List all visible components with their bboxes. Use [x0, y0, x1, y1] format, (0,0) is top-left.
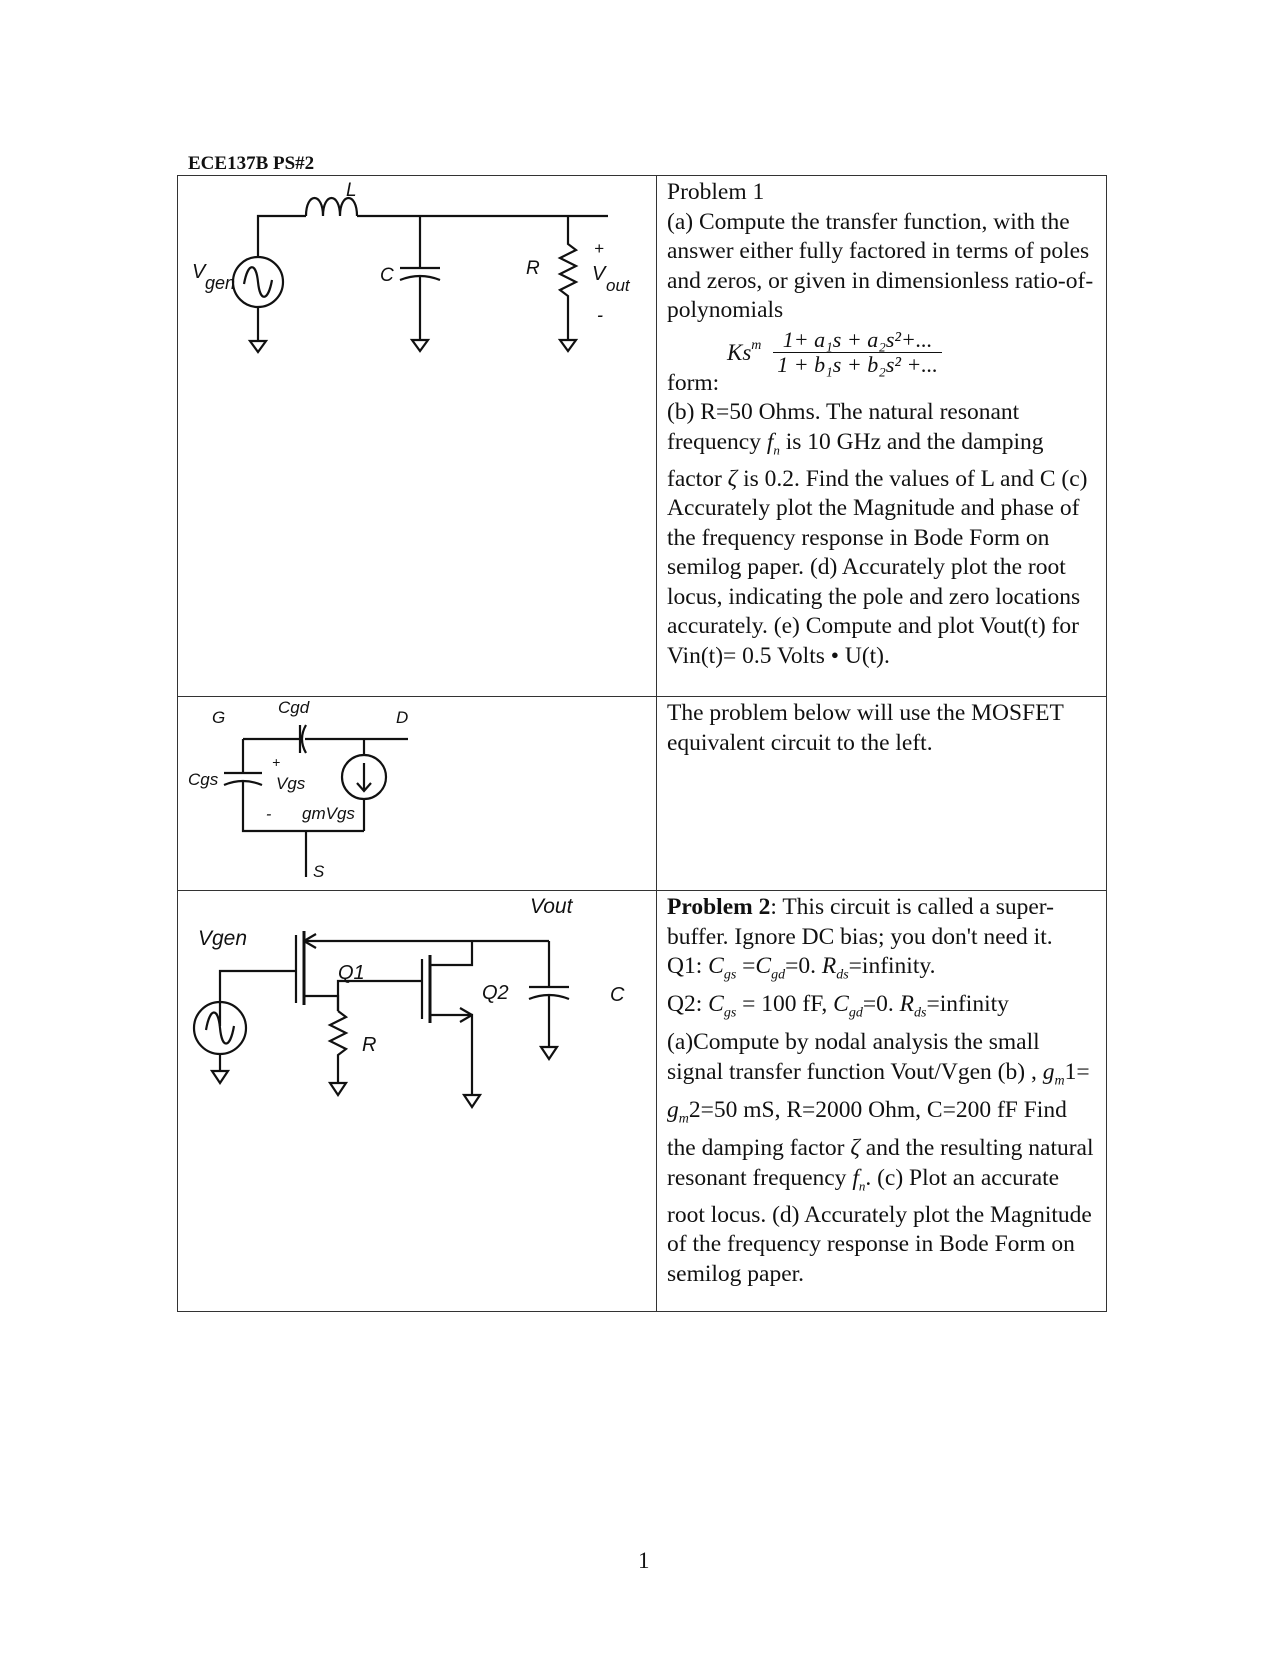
fn-subscript: n [773, 442, 780, 458]
mosfet-equivalent-diagram [178, 697, 656, 890]
q2-label: Q2 [482, 982, 509, 1004]
page-header: ECE137B PS#2 [188, 153, 315, 174]
capacitor-label: C [380, 265, 394, 286]
r-resistor-zigzag [330, 1011, 346, 1083]
q2-cgd-c: C [833, 991, 849, 1018]
circuit-2-cell [178, 697, 657, 890]
gm1-sub: m [1054, 1073, 1065, 1089]
formula-denominator: 1 + b₁s + b₂s² +... [777, 351, 938, 377]
problem-1-part-d: (d) Accurately plot the root locus, indicating the pole and zero locations accurately. [667, 554, 1081, 640]
q2-drain-wire [430, 941, 472, 965]
q2-rds-r: R [899, 991, 914, 1018]
source-terminal-label: S [313, 862, 325, 881]
gm1-text: 1= [1064, 1058, 1090, 1085]
vout-node-label: Vout [530, 895, 573, 918]
fn-symbol: f [766, 428, 774, 455]
gm2-g: g [667, 1097, 679, 1124]
part-b-text-3: is 0.2. Find the values of L and C [743, 465, 1056, 492]
vout-plus: + [594, 239, 604, 258]
gmvgs-label: gmVgs [302, 804, 355, 823]
circuit-1-cell [178, 176, 657, 696]
page-number: 1 [638, 1548, 650, 1573]
q2-cgs-c: C [708, 991, 724, 1018]
q2-cgs-value: = 100 fF, [742, 991, 828, 1018]
q1-cgs-c: C [708, 953, 724, 979]
gate-label: G [212, 708, 226, 727]
problem-1-text [657, 176, 1106, 696]
ground-icon-5 [330, 1083, 346, 1095]
vout-minus: - [597, 305, 603, 325]
problem-1-part-c: (c) Accurately plot the Magnitude and phase of the frequency response in Bode Form on semilog paper. [667, 465, 1088, 581]
inductor-label: L [346, 180, 357, 201]
problem-1-row [178, 176, 1106, 696]
problem-2-intro-block [667, 893, 1098, 952]
p2-zeta-symbol: ζ [850, 1135, 860, 1162]
q1-infinity: =infinity. [848, 953, 936, 979]
gm1-g: g [1042, 1058, 1055, 1085]
source-label-main: V [192, 261, 206, 283]
q2-params [667, 990, 1098, 1028]
mosfet-note: The problem below will use the MOSFET equivalent circuit to the left. [667, 700, 1064, 756]
vgs-plus: + [272, 754, 281, 770]
zeta-symbol: ζ [727, 465, 738, 492]
vgs-minus: - [266, 806, 272, 823]
p2-and-the: and the resulting natural resonant frequency [667, 1135, 1094, 1191]
ground-icon-4 [212, 1071, 228, 1083]
c-label: C [610, 984, 625, 1006]
mosfet-note-cell [657, 697, 1106, 890]
circuit-3-cell [178, 891, 657, 1311]
problem-2-text [657, 891, 1106, 1311]
q2-params-label: Q2: [667, 991, 703, 1018]
q1-cgd-sub: gd [771, 967, 786, 983]
vout-label-sub: out [606, 276, 630, 295]
problem-1-part-b [667, 398, 1098, 671]
wire-q1-q2-gate [338, 981, 422, 1011]
q1-equals: = [742, 953, 756, 979]
ground-icon-2 [412, 340, 428, 351]
q2-cgs-sub: gs [723, 1005, 737, 1021]
problem-2-part-d: (d) Accurately plot the Magnitude of the frequency response in Bode Form on semilog paper. [667, 1201, 1092, 1287]
problem-2-parts [667, 1028, 1098, 1289]
problem-2-row [178, 890, 1106, 1311]
cgs-label: Cgs [188, 770, 219, 789]
p2-period: . [865, 1164, 872, 1191]
q2-source-wire [430, 1015, 472, 1095]
ground-icon-1 [250, 341, 266, 352]
problem-1-part-a: (a) Compute the transfer function, with the answer either fully factored in terms of poles and zeros, or given in dimensionless ratio-of-polynomials [667, 208, 1094, 323]
q1-rds-r: R [821, 953, 837, 979]
q1-source-wire [304, 996, 338, 1011]
down-arrow-icon [357, 763, 371, 791]
formula-ks: Ks [727, 339, 752, 365]
form-label: form: [667, 369, 720, 396]
vout-label-main: V [592, 263, 606, 285]
source-label-sub: gen [205, 273, 236, 293]
gm2-sub: m [678, 1111, 689, 1127]
q1-cgs-sub: gs [723, 967, 737, 983]
q1-params-label: Q1: [667, 953, 703, 979]
part-b-text-2: is 10 GHz and the damping factor [667, 428, 1044, 492]
p2-fn-symbol: f [852, 1164, 859, 1191]
drain-label: D [396, 708, 409, 727]
q2-infinity: =infinity [926, 991, 1009, 1018]
formula-numerator: 1+ a₁s + a₂s²+... [773, 328, 942, 353]
resistor-label: R [526, 258, 540, 279]
problem-2-intro: : This circuit is called a super-buffer. Ignore DC bias; you don't need it. [667, 894, 1054, 950]
mosfet-row [178, 696, 1106, 890]
problem-2-part-a: (a)Compute by nodal analysis the small signal transfer function Vout/Vgen (b) , [667, 1029, 1040, 1085]
resistor-zigzag [560, 216, 576, 340]
vgs-label: Vgs [276, 774, 306, 793]
problem-1-part-e: (e) Compute and plot Vout(t) for Vin(t)= 0.5 Volts • U(t). [667, 613, 1080, 669]
ground-icon-6 [464, 1095, 480, 1107]
q1-cgd-c: C [755, 953, 772, 979]
problem-2-part-c: (c) Plot an accurate root locus. [667, 1164, 1060, 1228]
ground-icon-3 [560, 340, 576, 351]
problem-2-title: Problem 2 [667, 894, 771, 920]
formula-fraction [773, 328, 942, 377]
problem-table [177, 175, 1107, 1312]
q2-rds-sub: ds [913, 1005, 927, 1021]
wire-top-left [258, 216, 306, 257]
q2-cgd-sub: gd [848, 1005, 863, 1021]
ground-icon-7 [541, 1047, 557, 1059]
cgd-label: Cgd [278, 698, 310, 717]
r-label: R [362, 1034, 377, 1056]
gm2-text: 2=50 mS, R=2000 Ohm, C=200 fF Find the damping factor [667, 1097, 1067, 1162]
super-buffer-diagram [178, 891, 656, 1311]
part-b-text-1: (b) R=50 Ohms. The natural resonant frequency [667, 399, 1020, 455]
q1-label: Q1 [338, 962, 365, 984]
rlc-circuit-diagram [178, 176, 656, 696]
wire-vgen-gate [220, 971, 296, 1026]
q1-zero: =0. [785, 953, 816, 979]
vgen-label: Vgen [198, 927, 248, 950]
p2-fn-subscript: n [858, 1178, 866, 1194]
problem-1-title: Problem 1 [667, 179, 765, 205]
formula-m: m [751, 337, 762, 353]
q1-rds-sub: ds [836, 967, 849, 983]
sine-wave-icon [244, 267, 272, 297]
q2-zero: =0. [862, 991, 894, 1018]
q1-params [667, 952, 1098, 990]
